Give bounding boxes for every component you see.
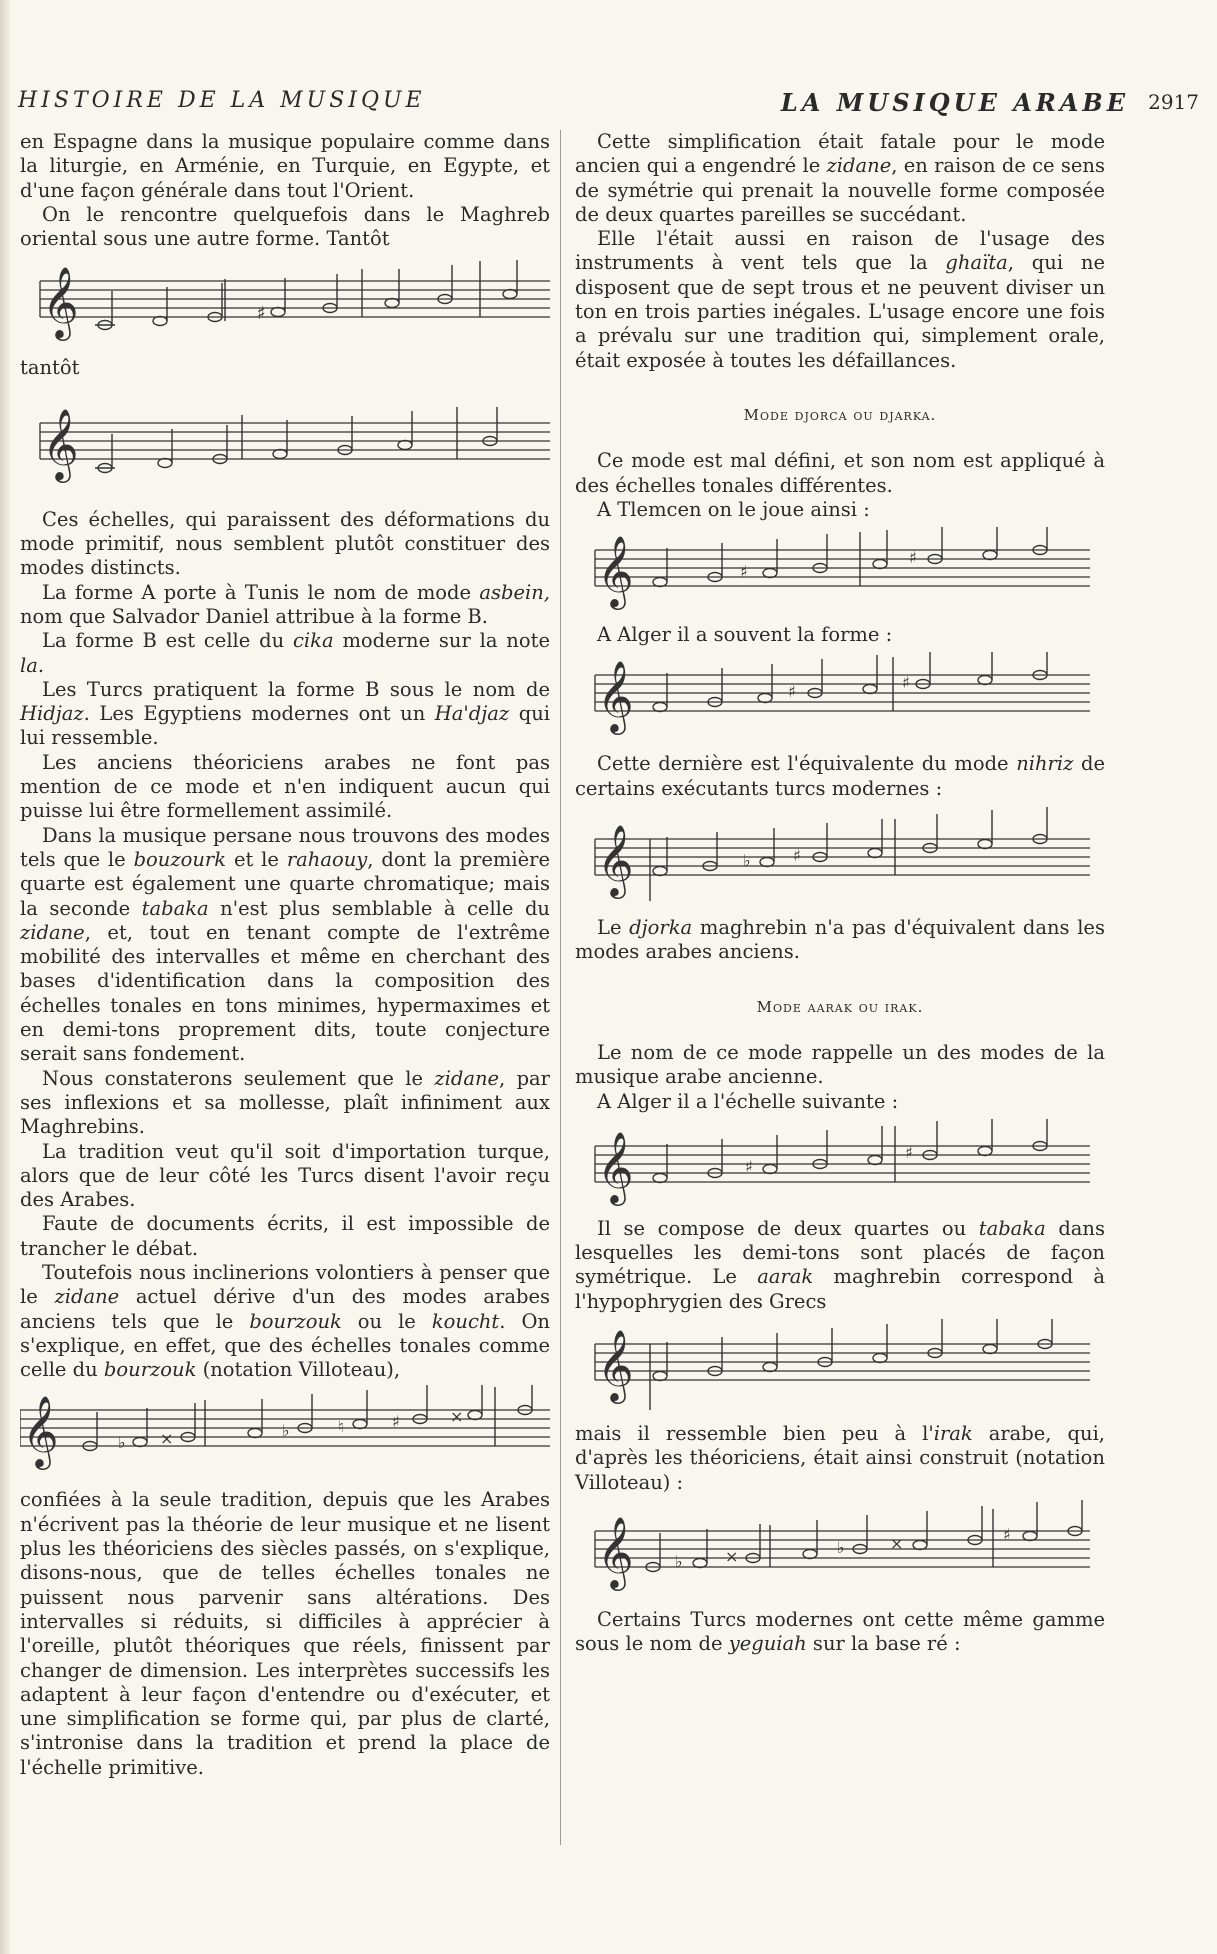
italic-term: zidane (434, 1066, 500, 1090)
italic-term: djorka (629, 916, 693, 940)
text-run: Il se compose de deux quartes ou (597, 1216, 979, 1240)
svg-text:♯: ♯ (392, 1412, 400, 1432)
svg-text:♯: ♯ (905, 1142, 913, 1162)
paragraph (20, 678, 550, 751)
paragraph (20, 1067, 550, 1140)
section-heading: Mode djorca ou djarka. (743, 405, 937, 424)
paragraph: confiées à la seule tradition, depuis que les Arabes n'écrivent pas la théorie de leur musique et ne lisent plus les théoriciens des siècles passés, on s'explique, disons-nous, que de telles échelles tonales ne puissent nous parvenir sans altérations. Des intervalles si réduits, si difficiles à apprécier à l'oreille, plutôt théoriques que réels, finissent par changer de dimension. Les interprètes successifs les adaptent à leur façon d'entendre ou d'exécuter, et une simplification se forme qui, par plus de clarté, s'intronise dans la tradition et prend la place de l'échelle primitive. (20, 1488, 550, 1779)
paragraph (20, 629, 550, 678)
text-run: La forme A porte à Tunis le nom de mode (42, 580, 480, 604)
svg-text:♯: ♯ (902, 673, 910, 693)
text-run: Elle l'était aussi en raison de l'usage des instruments à vent tels que la (575, 227, 1105, 275)
paragraph: Ce mode est mal défini, et son nom est appliqué à des échelles tonales différentes. (575, 449, 1105, 497)
paragraph: en Espagne dans la musique populaire comme dans la liturgie, en Arménie, en Turquie, en Egypte, et d'une façon générale dans tout l'Orient. (20, 130, 550, 202)
text-run: moderne sur la note (333, 629, 550, 653)
svg-text:♭: ♭ (675, 1551, 683, 1571)
paragraph: Les anciens théoriciens arabes ne font pas mention de ce mode et n'en indiquent aucun qui puisse lui être formellement assimilé. (20, 750, 550, 823)
italic-term: la. (20, 653, 45, 677)
italic-term: cika (293, 629, 334, 653)
paragraph (20, 581, 550, 630)
italic-term: nihriz (1016, 752, 1074, 776)
section-heading: Mode aarak ou irak. (756, 997, 924, 1016)
text-run: nom que Salvador Daniel attribue à la forme B. (20, 604, 488, 628)
svg-text:♯: ♯ (793, 846, 801, 866)
svg-text:𝄞: 𝄞 (597, 534, 634, 608)
paragraph (575, 130, 1105, 227)
paragraph (20, 824, 550, 1067)
paragraph: Le nom de ce mode rappelle un des modes de la musique arabe ancienne. (575, 1040, 1105, 1089)
text-run: arabe, qui, d'après les théoriciens, était ainsi construit (notation Villoteau) : (575, 1422, 1105, 1494)
paragraph (575, 1422, 1105, 1495)
svg-text:𝄞: 𝄞 (597, 1514, 634, 1588)
paragraph: tantôt (20, 356, 80, 380)
paragraph: On le rencontre quelquefois dans le Maghreb oriental sous une autre forme. Tantôt (20, 202, 550, 251)
music-staff-nihriz (575, 801, 1105, 906)
svg-text:𝄞: 𝄞 (597, 1129, 634, 1203)
svg-text:♯: ♯ (788, 682, 796, 702)
italic-term: bouzourk (133, 847, 227, 871)
svg-text:♮: ♮ (338, 1417, 344, 1437)
text-run: mais il ressemble bien peu à l' (575, 1422, 934, 1446)
music-staff-alger-djorca (575, 647, 1105, 742)
column-divider (560, 130, 561, 1845)
text-run: , en raison de ce sens de symétrie qui prenait la nouvelle forme composée de deux quartes pareilles se succédant. (575, 154, 1105, 226)
text-run: , et, tout en tenant compte de l'extrême mobilité des intervalles et même en cherchant des bases d'identification dans la composition des échelles tonales en tons minimes, hypermaximes et en demi-tons proprement dits, toute conjecture serait sans fondement. (20, 920, 550, 1066)
text-run: , qui ne disposent que de sept trous et ne peuvent diviser un ton en trois parties inégales. L'usage encore une fois a prévalu sur une tradition qui, simplement orale, était exposée à toutes les défaillances. (575, 251, 1105, 372)
running-header (18, 88, 1199, 122)
music-staff-form-a (20, 251, 550, 356)
paragraph (575, 1217, 1105, 1314)
text-run: et le (226, 847, 287, 871)
svg-text:𝄞: 𝄞 (42, 406, 79, 480)
svg-text:×: × (450, 1407, 464, 1427)
music-staff-hypophrygien (575, 1314, 1105, 1414)
italic-term: Hidjaz (20, 702, 84, 726)
text-run: (notation Villoteau), (196, 1358, 401, 1382)
text-run: Dans la musique persane nous trouvons des modes tels que le (20, 823, 550, 871)
italic-term: rahaouy (286, 847, 368, 871)
text-run: Nous constaterons seulement que le (42, 1066, 435, 1090)
paragraph: Ces échelles, qui paraissent des déformations du mode primitif, nous semblent plutôt constituer des modes distincts. (20, 507, 550, 580)
svg-text:𝄞: 𝄞 (597, 823, 634, 897)
header-right-title: LA MUSIQUE ARABE (780, 88, 1129, 117)
italic-term: bourzouk (249, 1309, 342, 1333)
music-staff-tlemcen (575, 522, 1105, 617)
music-staff-irak-villoteau (575, 1495, 1105, 1600)
italic-term: tabaka (978, 1216, 1046, 1240)
text-run: n'est plus semblable à celle du (208, 896, 550, 920)
italic-term: asbein, (479, 580, 550, 604)
paragraph: A Alger il a souvent la forme : (597, 623, 893, 647)
paragraph (575, 916, 1105, 965)
paragraph: La tradition veut qu'il soit d'importation turque, alors que de leur côté les Turcs disent l'avoir reçu des Arabes. (20, 1139, 550, 1212)
italic-term: zidane (20, 920, 85, 944)
text-run: La forme B est celle du (42, 629, 294, 653)
page-binding-edge (0, 0, 10, 1954)
italic-term: bourzouk (103, 1358, 197, 1382)
music-staff-bourzouk (20, 1382, 550, 1482)
svg-text:♭: ♭ (118, 1433, 126, 1453)
text-run: ou le (341, 1309, 432, 1333)
text-run: . On s'explique, en effet, que des échelles tonales comme celle du (20, 1309, 550, 1382)
paragraph (575, 227, 1105, 373)
italic-term: ghaïta (945, 251, 1008, 275)
text-run: Le (597, 916, 630, 940)
paragraph: A Tlemcen on le joue ainsi : (597, 497, 870, 521)
svg-text:𝄞: 𝄞 (597, 1328, 634, 1402)
page-number: 2917 (1148, 90, 1199, 114)
paragraph: A Alger il a l'échelle suivante : (597, 1089, 899, 1113)
svg-text:𝄞: 𝄞 (22, 1394, 59, 1468)
svg-text:♯: ♯ (1003, 1524, 1011, 1544)
svg-text:×: × (725, 1546, 739, 1566)
text-run: de certains exécutants turcs modernes : (575, 752, 1105, 800)
svg-text:♯: ♯ (740, 562, 748, 582)
svg-text:♭: ♭ (743, 851, 751, 871)
text-run: dans lesquelles les demi-tons sont placés de façon symétrique. Le (575, 1216, 1106, 1289)
svg-text:♯: ♯ (745, 1156, 753, 1176)
svg-text:𝄞: 𝄞 (597, 659, 634, 733)
italic-term: yeguiah (728, 1632, 807, 1656)
text-run: sur la base ré : (806, 1632, 961, 1656)
text-run: Cette dernière est l'équivalente du mode (597, 752, 1017, 776)
italic-term: irak (933, 1422, 973, 1446)
text-run: maghrebin correspond à l'hypophrygien des Grecs (575, 1265, 1105, 1313)
text-run: actuel dérive d'un des modes arabes anciens tels que le (20, 1285, 550, 1333)
svg-text:♭: ♭ (837, 1537, 845, 1557)
text-run: . Les Egyptiens modernes ont un (83, 702, 435, 726)
italic-term: Ha'djaz (434, 702, 510, 726)
svg-text:♯: ♯ (257, 303, 266, 325)
paragraph (575, 752, 1105, 801)
text-run: Cette simplification était fatale pour le mode ancien qui a engendré le (575, 130, 1105, 178)
svg-text:𝄞: 𝄞 (42, 265, 79, 339)
text-run: , dont la première quarte est également une quarte chromatique; mais la seconde (20, 847, 551, 920)
italic-term: zidane (54, 1285, 120, 1309)
svg-text:×: × (160, 1429, 174, 1449)
text-run: maghrebin n'a pas d'équivalent dans les modes arabes anciens. (575, 916, 1105, 964)
music-staff-aarak-alger (575, 1114, 1105, 1209)
svg-text:×: × (890, 1533, 904, 1553)
right-column (575, 130, 1105, 1657)
svg-text:♭: ♭ (282, 1421, 290, 1441)
text-run: qui lui ressemble. (20, 702, 550, 750)
italic-term: koucht (431, 1309, 500, 1333)
text-run: Certains Turcs modernes ont cette même gamme sous le nom de (575, 1607, 1105, 1656)
text-run: , par ses inflexions et sa mollesse, plaît infiniment aux Maghrebins. (20, 1066, 550, 1139)
italic-term: zidane (826, 154, 892, 178)
paragraph (20, 1261, 550, 1382)
italic-term: tabaka (141, 896, 209, 920)
text-run: Les Turcs pratiquent la forme B sous le nom de (42, 677, 550, 701)
left-column (20, 130, 550, 1780)
music-staff-form-b (20, 401, 550, 496)
text-run: Toutefois nous inclinerions volontiers à penser que le (20, 1260, 550, 1309)
paragraph (575, 1608, 1105, 1657)
italic-term: aarak (757, 1265, 814, 1289)
paragraph: Faute de documents écrits, il est impossible de trancher le débat. (20, 1212, 550, 1260)
svg-text:♯: ♯ (909, 548, 917, 568)
header-left-title: HISTOIRE DE LA MUSIQUE (18, 88, 426, 113)
